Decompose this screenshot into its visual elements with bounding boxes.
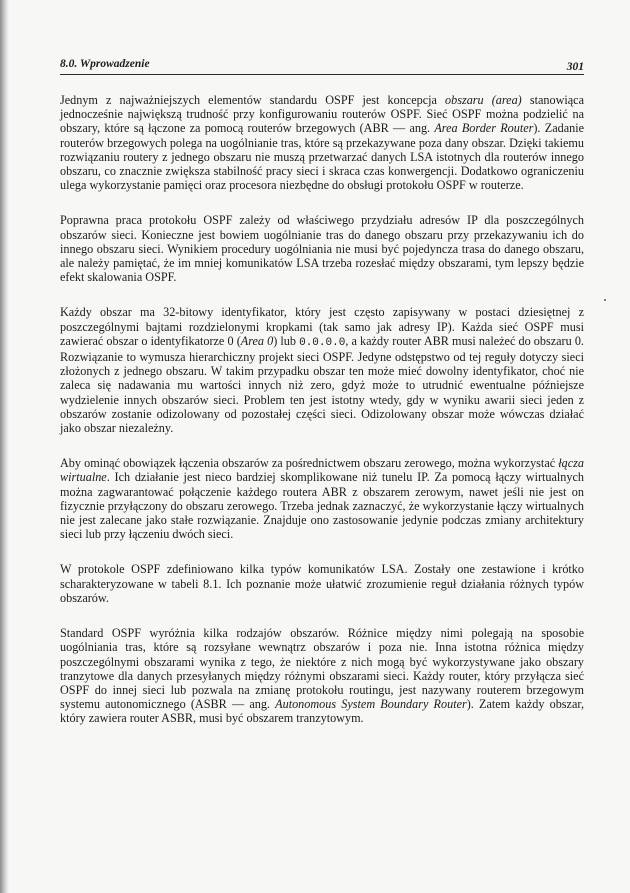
paragraph-2: Poprawna praca protokołu OSPF zależy od właściwego przydziału adresów IP dla poszczególnych obszarów sieci. Konieczne jest bowiem uogólnianie tras do danego obszaru przy przekazywaniu ich do innego obszaru sieci. Wynikiem procedury uogólniania nie musi być pojedyncza trasa do danego obszaru, ale należy pamiętać, że im mniej komunikatów LSA trzeba rozesłać między obszarami, tym lepszy będzie efekt skalowania OSPF. xyxy=(60,213,584,285)
scan-speck xyxy=(604,299,606,301)
header-rule xyxy=(60,74,584,75)
term-lacza-wirtualne: łącza wirtualne xyxy=(60,456,584,485)
paragraph-5: W protokole OSPF zdefiniowano kilka typów komunikatów LSA. Zostały one zestawione i krótko scharakteryzowane w tabeli 8.1. Ich poznanie może ułatwić zrozumienie reguł działania różnych typów obszarów. xyxy=(60,562,584,605)
paragraph-4: Aby ominąć obowiązek łączenia obszarów za pośrednictwem obszaru zerowego, można wykorzystać łącza wirtualne. Ich działanie jest nieco bardziej skomplikowane niż tunelu IP. Za pomocą łączy wirtualnych można zagwarantować połączenie każdego routera ABR z obszarem zerowym, nawet jeśli nie jest on fizycznie przyłączony do obszaru zerowego. Trzeba jednak zaznaczyć, że wykorzystanie łączy wirtualnych nie jest zalecane jako stałe rozwiązanie. Znajduje ono zastosowanie jedynie podczas zmiany architektury sieci lub przy łączeniu dwóch sieci. xyxy=(60,456,584,542)
page-number: 301 xyxy=(566,61,584,73)
chapter-title: 8.0. Wprowadzenie xyxy=(60,58,150,70)
term-obszar: obszaru (area) xyxy=(445,93,522,107)
page-binding-shadow xyxy=(0,0,9,893)
area-id-code: 0.0.0.0 xyxy=(299,336,346,349)
paragraph-1: Jednym z najważniejszych elementów standardu OSPF jest koncepcja obszaru (area) stanowiąca jednocześnie największą trudność przy konfigurowaniu routerów OSPF. Sieć OSPF można podzielić na obszary, które są łączone za pomocą routerów brzegowych (ABR — ang. Area Border Router). Zadanie routerów brzegowych polega na uogólnianie tras, które są przekazywane poza dany obszar. Dzięki takiemu rozwiązaniu routery z jednego obszaru nie muszą przetwarzać danych LSA istotnych dla routerów innego obszaru, co znacznie zwiększa stabilność pracy sieci i skraca czas konwergencji. Dodatkowo ograniczeniu ulega wykorzystanie pamięci oraz procesora niezbędne do obsługi protokołu OSPF w routerze. xyxy=(60,93,584,193)
page-body xyxy=(60,93,584,747)
paragraph-3: Każdy obszar ma 32-bitowy identyfikator, który jest często zapisywany w postaci dziesiętnej z poszczególnymi bajtami rozdzielonymi kropkami (tak samo jak adresy IP). Każda sieć OSPF musi zawierać obszar o identyfikatorze 0 (Area 0) lub 0.0.0.0, a każdy router ABR musi należeć do obszaru 0. Rozwiązanie to wymusza hierarchiczny projekt sieci OSPF. Jedyne odstępstwo od tej reguły dotyczy sieci złożonych z jednego obszaru. W takim przypadku obszar ten może mieć dowolny identyfikator, choć nie zaleca się nadawania mu wartości innych niż zero, gdyż może to utrudnić ewentualne późniejsze wydzielenie innych obszarów sieci. Problem ten jest istotny wtedy, gdy w wyniku awarii sieci jeden z obszarów zostanie odizolowany od pozostałej części sieci. Odizolowany obszar może wówczas działać jako obszar niezależny. xyxy=(60,305,584,436)
term-area-border-router: Area Border Router xyxy=(434,121,534,136)
term-asbr: Autonomous System Boundary Router xyxy=(275,697,467,712)
term-area-0: Area 0 xyxy=(240,333,274,348)
paragraph-6: Standard OSPF wyróżnia kilka rodzajów obszarów. Różnice między nimi polegają na sposobie uogólniania tras, które są rozsyłane wewnątrz obszarów i poza nie. Inna istotna różnica między poszczególnymi obszarami wynika z tego, że niektóre z nich mogą być wykorzystywane jako obszary tranzytowe dla danych przesyłanych między różnymi obszarami sieci. Każdy router, który przyłącza sieć OSPF do innej sieci lub pozwala na zmianę protokołu routingu, jest nazywany routerem brzegowym systemu autonomicznego (ASBR — ang. Autonomous System Boundary Router). Zatem każdy obszar, który zawiera router ASBR, musi być obszarem tranzytowym. xyxy=(60,626,584,726)
